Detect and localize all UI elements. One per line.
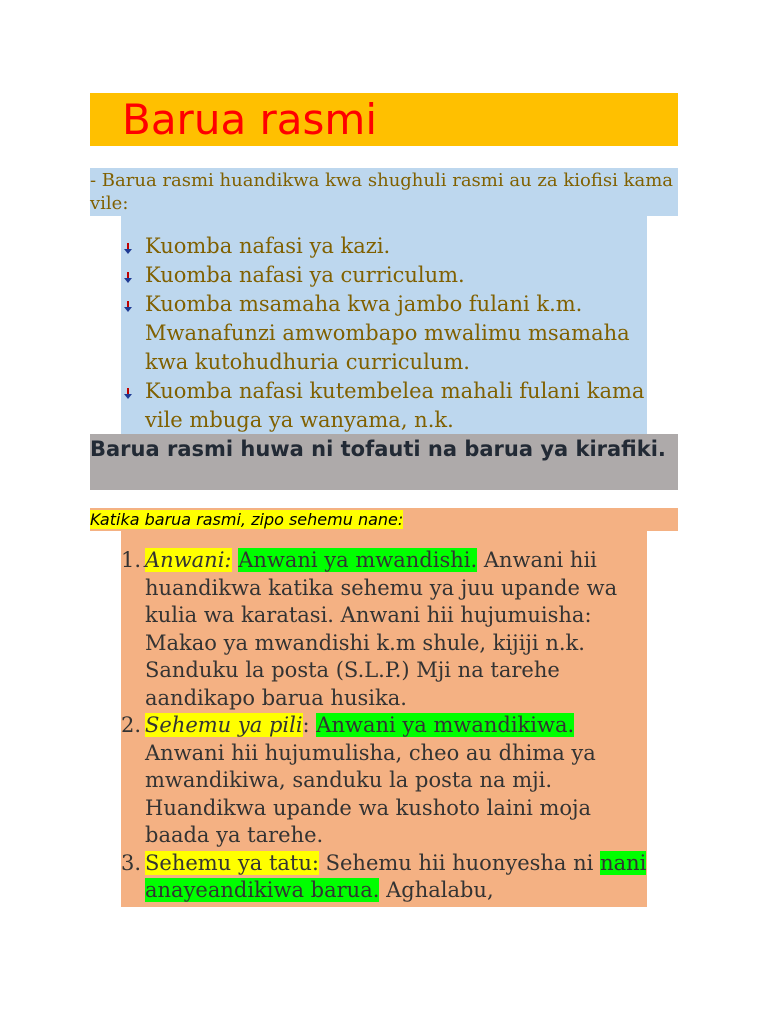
sections-box <box>121 531 647 907</box>
page-title: Barua rasmi <box>122 95 377 144</box>
difference-banner <box>90 434 678 490</box>
section-label: Sehemu ya tatu: <box>145 850 319 875</box>
sections-heading-bar <box>90 508 678 531</box>
purpose-list <box>121 216 647 435</box>
section-highlight: nani anayeandikiwa barua. <box>145 850 647 902</box>
intro-box <box>90 168 678 216</box>
purpose-list-box <box>121 216 647 434</box>
section-separator: : <box>302 713 317 737</box>
list-item-text: Kuomba nafasi ya kazi. <box>145 234 391 258</box>
list-item-text: Kuomba nafasi kutembelea mahali fulani kama vile mbuga ya wanyama, n.k. <box>145 379 645 432</box>
section-text: Anwani hii huandikwa katika sehemu ya juu upande wa kulia wa karatasi. Anwani hii hujumuisha: Makao ya mwandishi k.m shule, kijiji n.k. Sanduku la posta (S.L.P.) Mji na tarehe aandikapo barua husika. <box>145 548 618 710</box>
list-item <box>121 261 647 290</box>
sections-heading: Katika barua rasmi, zipo sehemu nane: <box>90 510 404 529</box>
section-highlight: Anwani ya mwandikiwa. <box>316 713 575 737</box>
intro-text: - Barua rasmi huandikwa kwa shughuli rasmi au za kiofisi kama vile: <box>90 170 673 214</box>
list-item-text: Kuomba nafasi ya curriculum. <box>145 263 465 287</box>
section-highlight: Anwani ya mwandishi. <box>238 548 478 572</box>
arrow-down-bullet-icon <box>123 243 133 255</box>
difference-text: Barua rasmi huwa ni tofauti na barua ya kirafiki. <box>90 437 666 461</box>
section-item <box>121 547 647 712</box>
section-number: 2. <box>121 713 142 737</box>
section-number: 1. <box>121 548 142 572</box>
section-text: Anwani hii hujumulisha, cheo au dhima ya mwandikiwa, sanduku la posta na mji. Huandikwa upande wa kushoto laini moja baada ya tarehe. <box>145 740 596 847</box>
sections-list <box>121 531 647 905</box>
list-item-text: Kuomba msamaha kwa jambo fulani k.m. Mwanafunzi amwombapo mwalimu msamaha kwa kutohudhuria curriculum. <box>145 292 630 374</box>
section-text: Sehemu hii huonyesha ni <box>318 850 601 875</box>
arrow-down-bullet-icon <box>123 388 133 400</box>
list-item <box>121 377 647 435</box>
arrow-down-bullet-icon <box>123 301 133 313</box>
section-number: 3. <box>121 850 142 875</box>
section-label: Anwani: <box>145 548 232 572</box>
section-label: Sehemu ya pili <box>145 713 303 737</box>
section-item <box>121 850 647 905</box>
title-banner <box>90 93 678 146</box>
section-item <box>121 712 647 850</box>
list-item <box>121 290 647 377</box>
arrow-down-bullet-icon <box>123 272 133 284</box>
section-text: Aghalabu, <box>379 878 494 902</box>
list-item <box>121 232 647 261</box>
